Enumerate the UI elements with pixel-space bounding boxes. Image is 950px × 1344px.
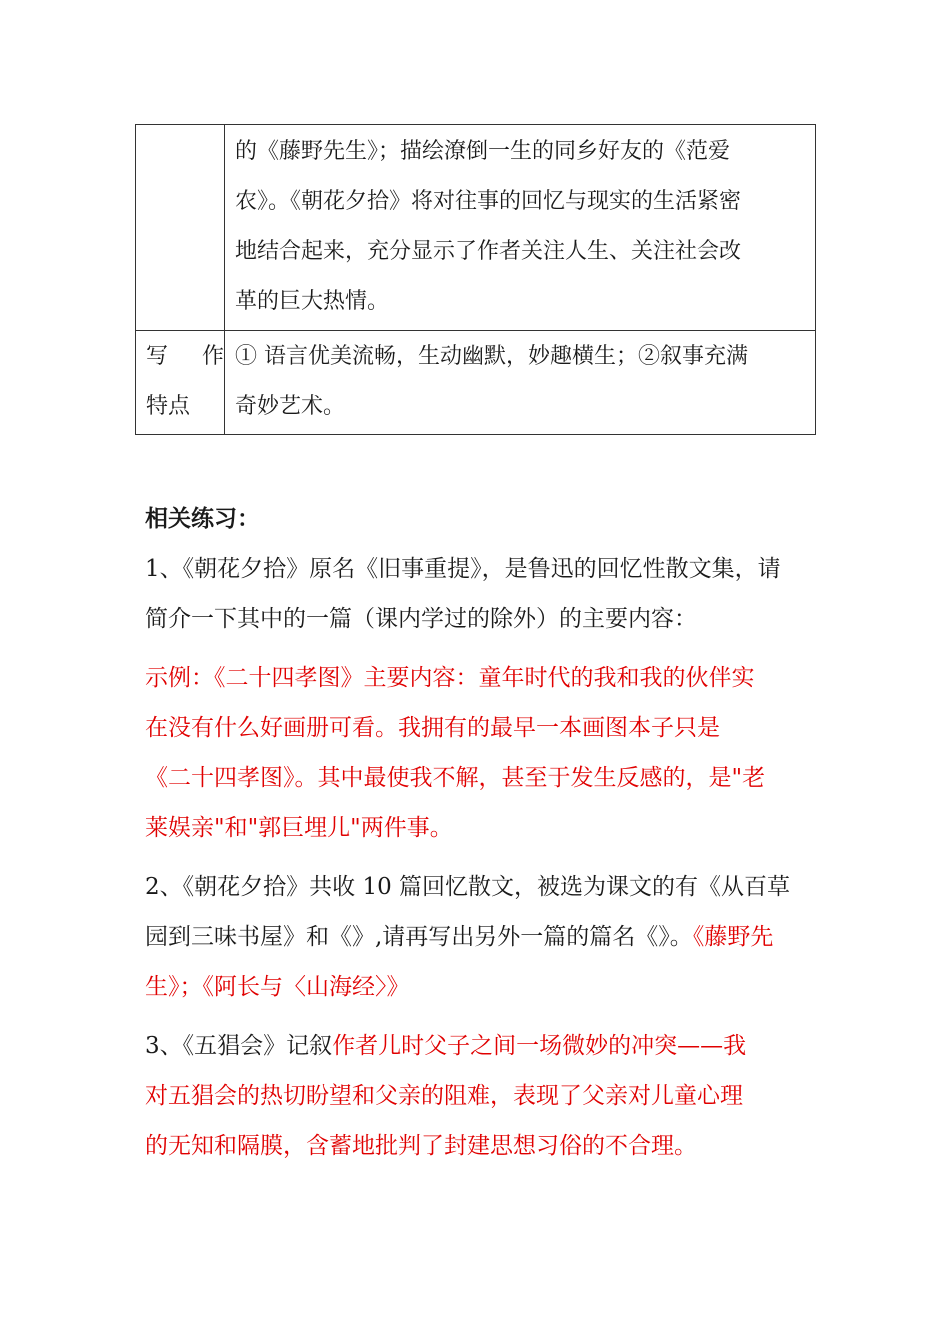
label-char: 作 <box>202 344 225 369</box>
label-char: 写 <box>146 344 169 369</box>
answer-2-line: 生》；《阿长与〈山海经〉》 <box>145 974 410 1000</box>
answer-1-line: 示例：《二十四孝图》主要内容：童年时代的我和我的伙伴实 <box>145 665 755 691</box>
row-label-empty <box>136 125 225 331</box>
answer-3-line: 的无知和隔膜，含蓄地批判了封建思想习俗的不合理。 <box>145 1133 697 1159</box>
question-1-line: 简介一下其中的一篇（课内学过的除外）的主要内容： <box>145 606 697 632</box>
answer-3-text: 作者儿时父子之间一场微妙的冲突——我 <box>332 1033 747 1059</box>
row-label-writing-features <box>136 331 225 435</box>
content-line: ① 语言优美流畅，生动幽默，妙趣横生；②叙事充满 <box>235 344 749 369</box>
content-line: 农》。《朝花夕拾》将对往事的回忆与现实的生活紧密 <box>235 189 742 214</box>
content-line: 地结合起来，充分显示了作者关注人生、关注社会改 <box>235 239 742 264</box>
info-table <box>135 124 816 435</box>
answer-2-text: 《藤野先 <box>692 924 774 950</box>
content-line: 奇妙艺术。 <box>235 394 346 419</box>
table-row <box>136 125 816 331</box>
content-line: 的《藤野先生》；描绘潦倒一生的同乡好友的《范爱 <box>235 139 731 164</box>
question-2-text: 园到三味书屋》和《》,请再写出另外一篇的篇名《》。 <box>145 924 693 950</box>
question-3-text: 3、《五猖会》记叙 <box>145 1033 333 1059</box>
row-content <box>225 331 816 435</box>
question-2-line <box>145 912 773 962</box>
label-line: 特点 <box>146 394 191 419</box>
answer-1-line: 莱娱亲"和"郭巨埋儿"两件事。 <box>145 815 453 841</box>
question-2-line: 2、《朝花夕拾》共收 10 篇回忆散文，被选为课文的有《从百草 <box>145 874 791 900</box>
question-1-line: 1、《朝花夕拾》原名《旧事重提》，是鲁迅的回忆性散文集，请 <box>145 556 781 582</box>
section-heading: 相关练习： <box>145 505 260 532</box>
answer-1-line: 在没有什么好画册可看。我拥有的最早一本画图本子只是 <box>145 715 720 741</box>
content-line: 革的巨大热情。 <box>235 289 390 314</box>
answer-3-line: 对五猖会的热切盼望和父亲的阻难，表现了父亲对儿童心理 <box>145 1083 743 1109</box>
answer-1-line: 《二十四孝图》。其中最使我不解，甚至于发生反感的，是"老 <box>145 765 766 791</box>
table-row <box>136 331 816 435</box>
row-content <box>225 125 816 331</box>
question-3-line <box>145 1021 746 1071</box>
